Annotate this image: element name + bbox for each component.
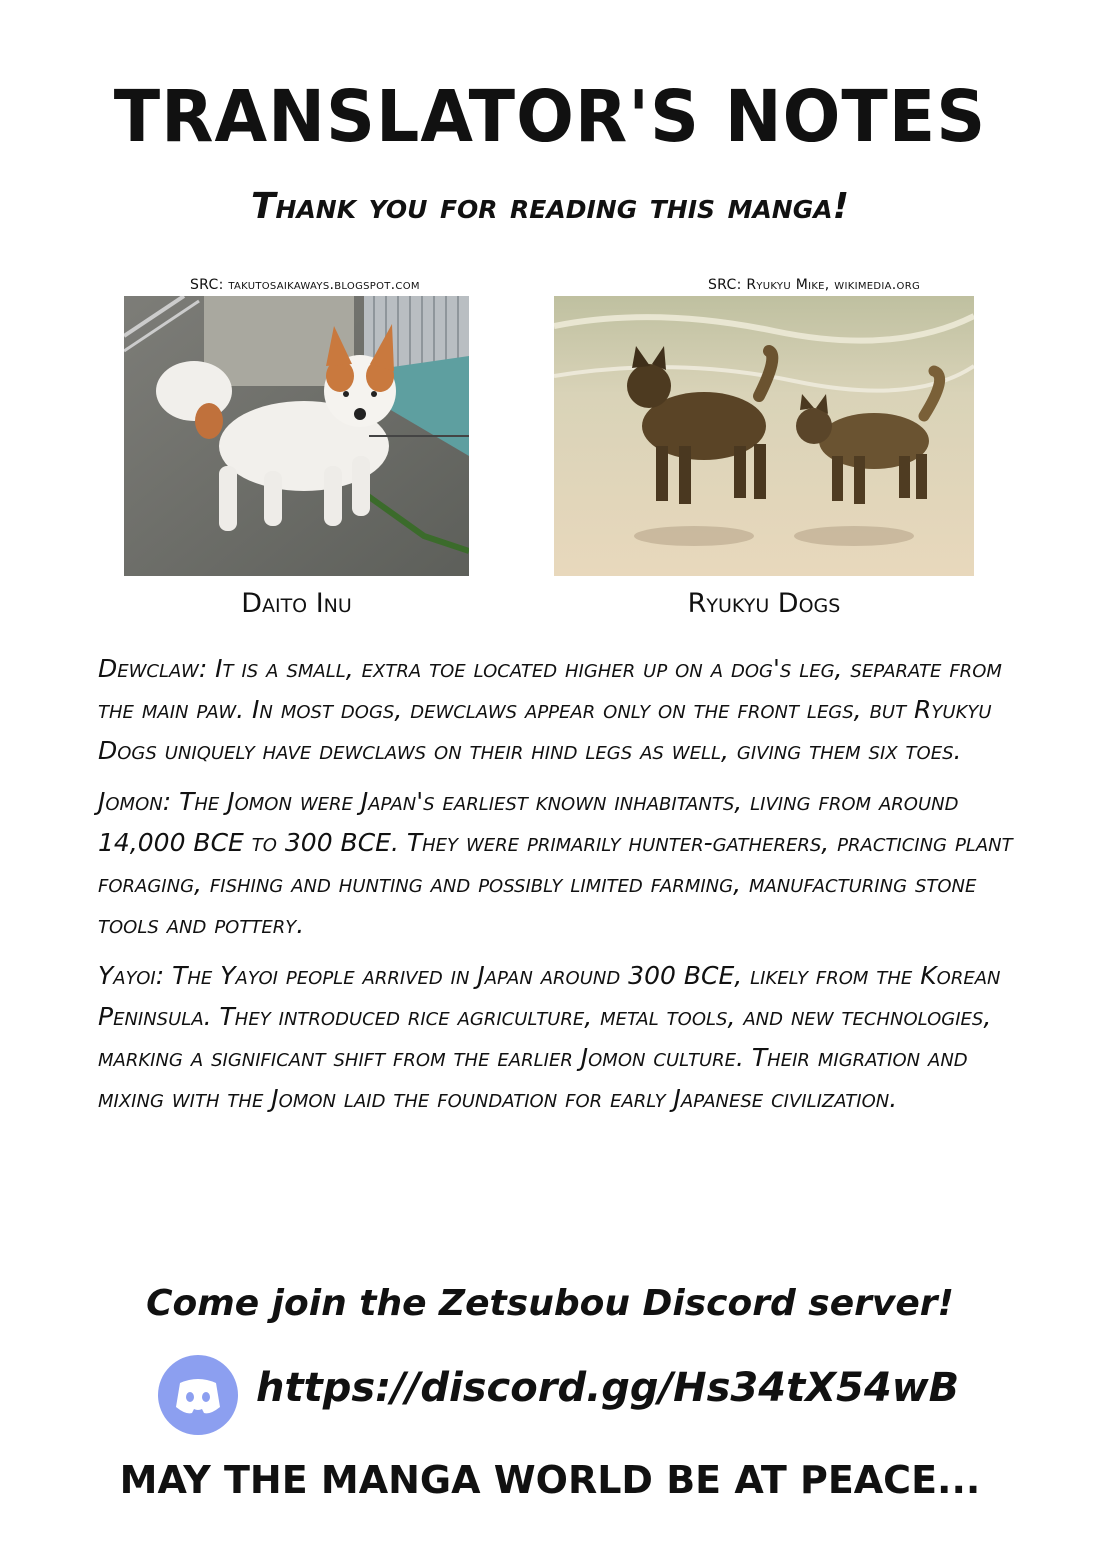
image-source-daito: SRC: takutosaikaways.blogspot.com	[190, 277, 420, 293]
daito-inu-photo	[124, 296, 469, 576]
notes-section	[98, 648, 1028, 1129]
discord-heading: Come join the Zetsubou Discord server!	[146, 1283, 954, 1324]
daito-inu-caption: Daito Inu	[241, 588, 352, 619]
image-source-ryukyu: SRC: Ryukyu Mike, wikimedia.org	[708, 277, 920, 293]
discord-invite-link[interactable]: https://discord.gg/Hs34tX54wB	[256, 1365, 960, 1411]
ryukyu-dogs-caption: Ryukyu Dogs	[687, 588, 841, 619]
ryukyu-dogs-photo	[554, 296, 974, 576]
page-title: TRANSLATOR'S NOTES	[113, 76, 987, 159]
discord-invite	[158, 1355, 960, 1435]
footer-message: MAY THE MANGA WORLD BE AT PEACE...	[119, 1458, 981, 1502]
note-jomon: Jomon: The Jomon were Japan's earliest known inhabitants, living from around 14,000 BCE to 300 BCE. They were primarily hunter-gatherers, practicing plant foraging, fishing and hunting and possibly limited farming, manufacturing stone tools and pottery.	[98, 787, 1013, 939]
note-dewclaw: Dewclaw: It is a small, extra toe located higher up on a dog's leg, separate from the main paw. In most dogs, dewclaws appear only on the front legs, but Ryukyu Dogs uniquely have dewclaws on their hind legs as well, giving them six toes.	[98, 654, 1002, 765]
page-subtitle: Thank you for reading this manga!	[250, 186, 850, 227]
note-yayoi: Yayoi: The Yayoi people arrived in Japan around 300 BCE, likely from the Korean Peninsula. They introduced rice agriculture, metal tools, and new technologies, marking a significant shift from the earlier Jomon culture. Their migration and mixing with the Jomon laid the foundation for early Japanese civilization.	[98, 961, 1001, 1113]
discord-logo-icon	[158, 1355, 238, 1435]
